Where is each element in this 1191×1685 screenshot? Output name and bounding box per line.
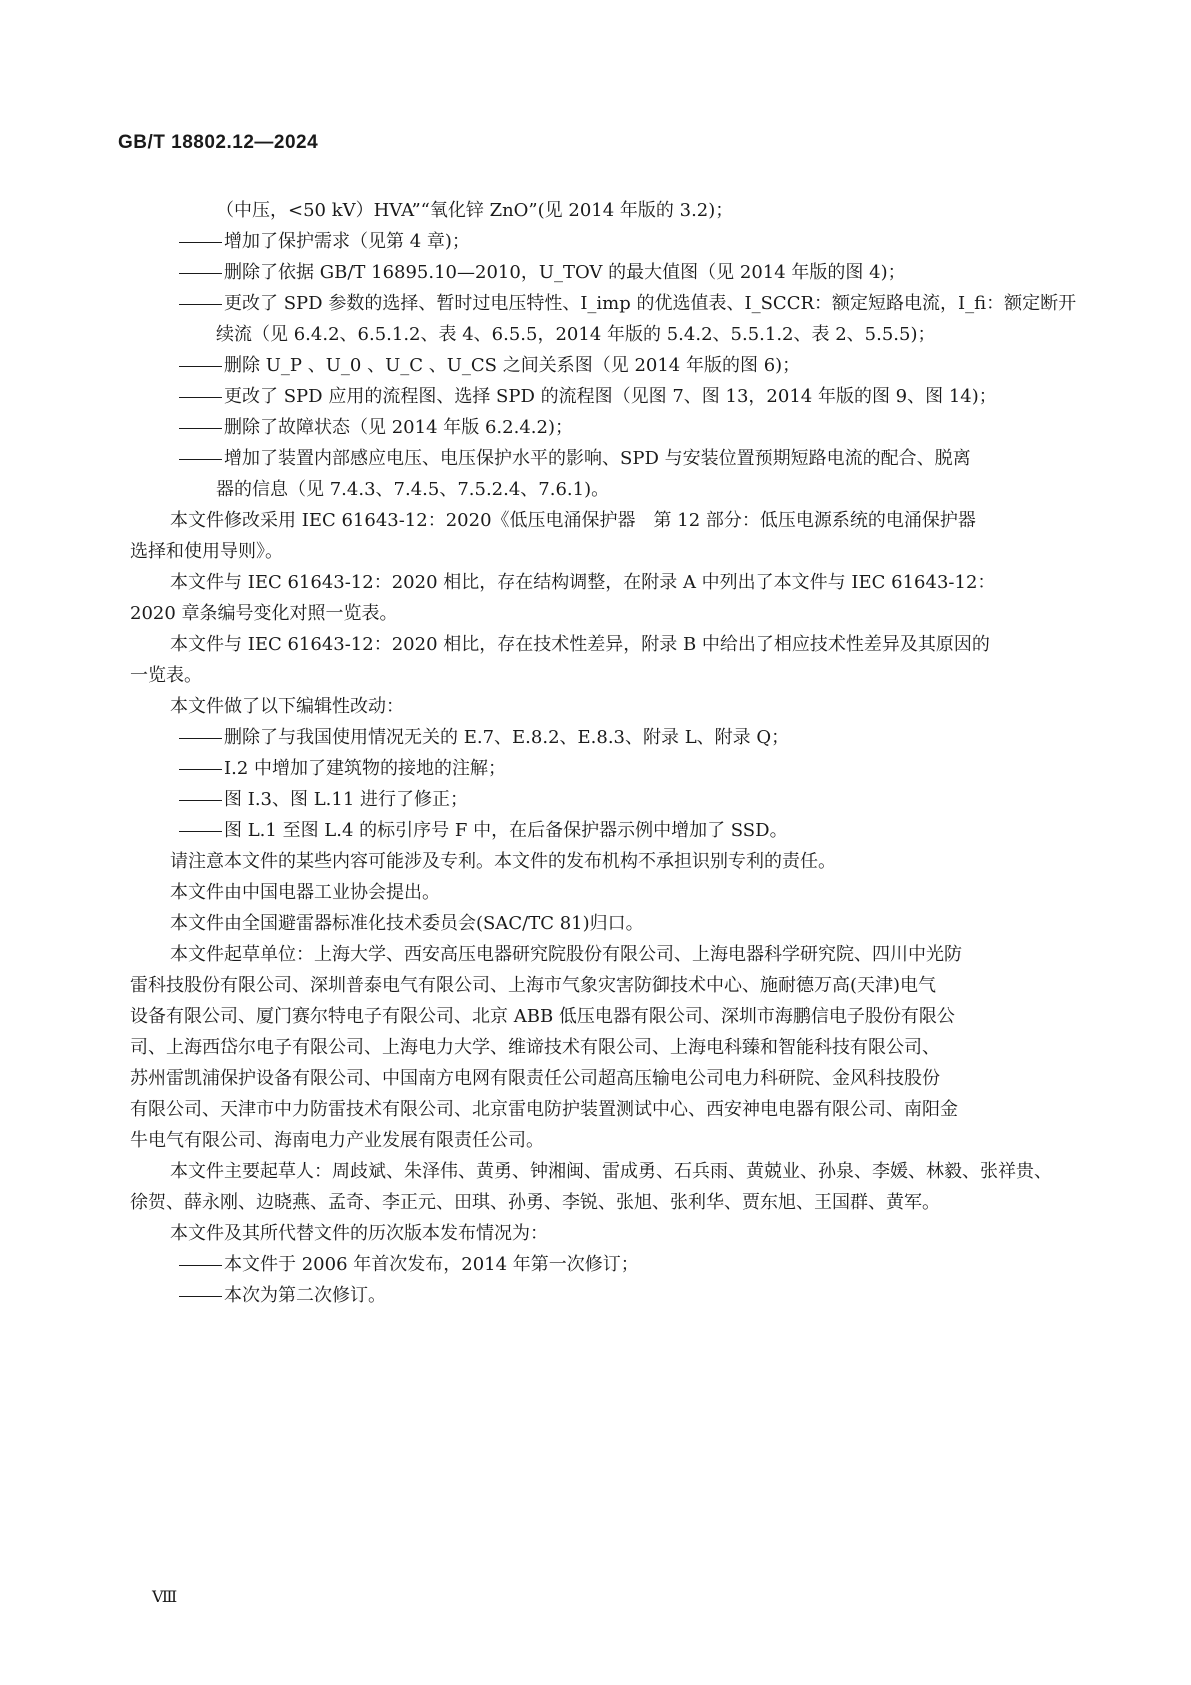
- line-text: 删除了依据 GB/T 16895.10—2010，U_TOV 的最大值图（见 2014 年版的图 4)；: [224, 262, 906, 283]
- paragraph-continuation-line: [130, 1187, 1065, 1218]
- paragraph-line: [130, 629, 1065, 660]
- paragraph-line: [130, 877, 1065, 908]
- bullet-line: [130, 226, 1065, 257]
- line-text: 设备有限公司、厦门赛尔特电子有限公司、北京 ABB 低压电器有限公司、深圳市海鹏信电子股份有限公: [130, 1006, 955, 1027]
- em-dash-bullet: [179, 800, 222, 801]
- line-text: 增加了装置内部感应电压、电压保护水平的影响、SPD 与安装位置预期短路电流的配合、脱离: [224, 448, 971, 469]
- line-text: 更改了 SPD 参数的选择、暂时过电压特性、I_imp 的优选值表、I_SCCR：额定短路电流，I_fi：额定断开: [224, 293, 1077, 314]
- paragraph-line: [130, 691, 1065, 722]
- bullet-continuation-line: [130, 319, 1065, 350]
- paragraph-continuation-line: [130, 1032, 1065, 1063]
- paragraph-continuation-line: [130, 1125, 1065, 1156]
- line-text: 苏州雷凯浦保护设备有限公司、中国南方电网有限责任公司超高压输电公司电力科研院、金风科技股份: [130, 1068, 940, 1089]
- line-text: 更改了 SPD 应用的流程图、选择 SPD 的流程图（见图 7、图 13，2014 年版的图 9、图 14)；: [224, 386, 997, 407]
- paragraph-line: [130, 505, 1065, 536]
- bullet-line: [130, 288, 1077, 319]
- paragraph-continuation-line: [130, 660, 1065, 691]
- line-text: （中压，<50 kV）HVA”“氧化锌 ZnO”(见 2014 年版的 3.2)；: [216, 200, 734, 221]
- page-number: Ⅷ: [152, 1587, 178, 1606]
- bullet-line: [130, 815, 1065, 846]
- line-text: 删除了与我国使用情况无关的 E.7、E.8.2、E.8.3、附录 L、附录 Q；: [224, 727, 790, 748]
- line-text: 请注意本文件的某些内容可能涉及专利。本文件的发布机构不承担识别专利的责任。: [170, 851, 836, 872]
- line-text: 删除了故障状态（见 2014 年版 6.2.4.2)；: [224, 417, 573, 438]
- em-dash-bullet: [179, 738, 222, 739]
- line-text: 删除 U_P 、U_0 、U_C 、U_CS 之间关系图（见 2014 年版的图 6)；: [224, 355, 801, 376]
- line-text: 器的信息（见 7.4.3、7.4.5、7.5.2.4、7.6.1)。: [216, 479, 610, 500]
- line-text: 司、上海西岱尔电子有限公司、上海电力大学、维谛技术有限公司、上海电科臻和智能科技有限公司、: [130, 1037, 940, 1058]
- paragraph-line: [130, 939, 1065, 970]
- paragraph-continuation-line: [130, 970, 1065, 1001]
- paragraph-line: [130, 567, 1065, 598]
- line-text: 本文件由全国避雷器标准化技术委员会(SAC/TC 81)归口。: [170, 913, 644, 934]
- bullet-line: [130, 784, 1065, 815]
- line-text: I.2 中增加了建筑物的接地的注解；: [224, 758, 507, 779]
- bullet-line: [130, 412, 1065, 443]
- em-dash-bullet: [179, 769, 222, 770]
- paragraph-continuation-line: [130, 536, 1065, 567]
- line-text: 本文件于 2006 年首次发布，2014 年第一次修订；: [224, 1254, 639, 1275]
- bullet-continuation-line: [130, 195, 1065, 226]
- bullet-line: [130, 381, 1065, 412]
- paragraph-continuation-line: [130, 598, 1065, 629]
- standard-number-header: GB/T 18802.12—2024: [118, 132, 319, 153]
- line-text: 选择和使用导则》。: [130, 541, 283, 562]
- document-body: [130, 195, 1077, 1311]
- em-dash-bullet: [179, 397, 222, 398]
- paragraph-line: [130, 908, 1065, 939]
- line-text: 有限公司、天津市中力防雷技术有限公司、北京雷电防护装置测试中心、西安神电电器有限公司、南阳金: [130, 1099, 958, 1120]
- line-text: 一览表。: [130, 665, 202, 686]
- em-dash-bullet: [179, 831, 222, 832]
- line-text: 本文件与 IEC 61643-12：2020 相比，存在技术性差异，附录 B 中给出了相应技术性差异及其原因的: [170, 634, 990, 655]
- line-text: 续流（见 6.4.2、6.5.1.2、表 4、6.5.5，2014 年版的 5.4.2、5.5.1.2、表 2、5.5.5)；: [216, 324, 936, 345]
- line-text: 本文件修改采用 IEC 61643-12：2020《低压电涌保护器 第 12 部分：低压电源系统的电涌保护器: [170, 510, 976, 531]
- line-text: 本文件主要起草人：周歧斌、朱泽伟、黄勇、钟湘闽、雷成勇、石兵雨、黄兢业、孙泉、李媛、林毅、张祥贵、: [170, 1161, 1052, 1182]
- bullet-line: [130, 257, 1065, 288]
- line-text: 本次为第二次修订。: [224, 1285, 386, 1306]
- em-dash-bullet: [179, 1296, 222, 1297]
- line-text: 本文件由中国电器工业协会提出。: [170, 882, 440, 903]
- bullet-line: [130, 443, 1065, 474]
- line-text: 牛电气有限公司、海南电力产业发展有限责任公司。: [130, 1130, 544, 1151]
- bullet-line: [130, 350, 1065, 381]
- bullet-line: [130, 722, 1065, 753]
- bullet-line: [130, 1249, 1065, 1280]
- em-dash-bullet: [179, 273, 222, 274]
- em-dash-bullet: [179, 1265, 222, 1266]
- em-dash-bullet: [179, 304, 222, 305]
- line-text: 本文件做了以下编辑性改动：: [170, 696, 404, 717]
- line-text: 图 I.3、图 L.11 进行了修正；: [224, 789, 469, 810]
- line-text: 本文件起草单位：上海大学、西安高压电器研究院股份有限公司、上海电器科学研究院、四川中光防: [170, 944, 962, 965]
- em-dash-bullet: [179, 428, 222, 429]
- line-text: 本文件与 IEC 61643-12：2020 相比，存在结构调整，在附录 A 中列出了本文件与 IEC 61643-12：: [170, 572, 996, 593]
- line-text: 2020 章条编号变化对照一览表。: [130, 603, 398, 624]
- paragraph-continuation-line: [130, 1001, 1065, 1032]
- paragraph-line: [130, 846, 1065, 877]
- paragraph-continuation-line: [130, 1094, 1065, 1125]
- bullet-line: [130, 753, 1065, 784]
- em-dash-bullet: [179, 366, 222, 367]
- paragraph-line: [130, 1218, 1065, 1249]
- em-dash-bullet: [179, 459, 222, 460]
- bullet-line: [130, 1280, 1065, 1311]
- line-text: 增加了保护需求（见第 4 章)；: [224, 231, 470, 252]
- paragraph-continuation-line: [130, 1063, 1065, 1094]
- line-text: 本文件及其所代替文件的历次版本发布情况为：: [170, 1223, 548, 1244]
- paragraph-line: [130, 1156, 1065, 1187]
- bullet-continuation-line: [130, 474, 1065, 505]
- em-dash-bullet: [179, 242, 222, 243]
- line-text: 雷科技股份有限公司、深圳普泰电气有限公司、上海市气象灾害防御技术中心、施耐德万高(天津)电气: [130, 975, 937, 996]
- line-text: 徐贺、薛永刚、边晓燕、孟奇、李正元、田琪、孙勇、李锐、张旭、张利华、贾东旭、王国群、黄军。: [130, 1192, 940, 1213]
- line-text: 图 L.1 至图 L.4 的标引序号 F 中，在后备保护器示例中增加了 SSD。: [224, 820, 788, 841]
